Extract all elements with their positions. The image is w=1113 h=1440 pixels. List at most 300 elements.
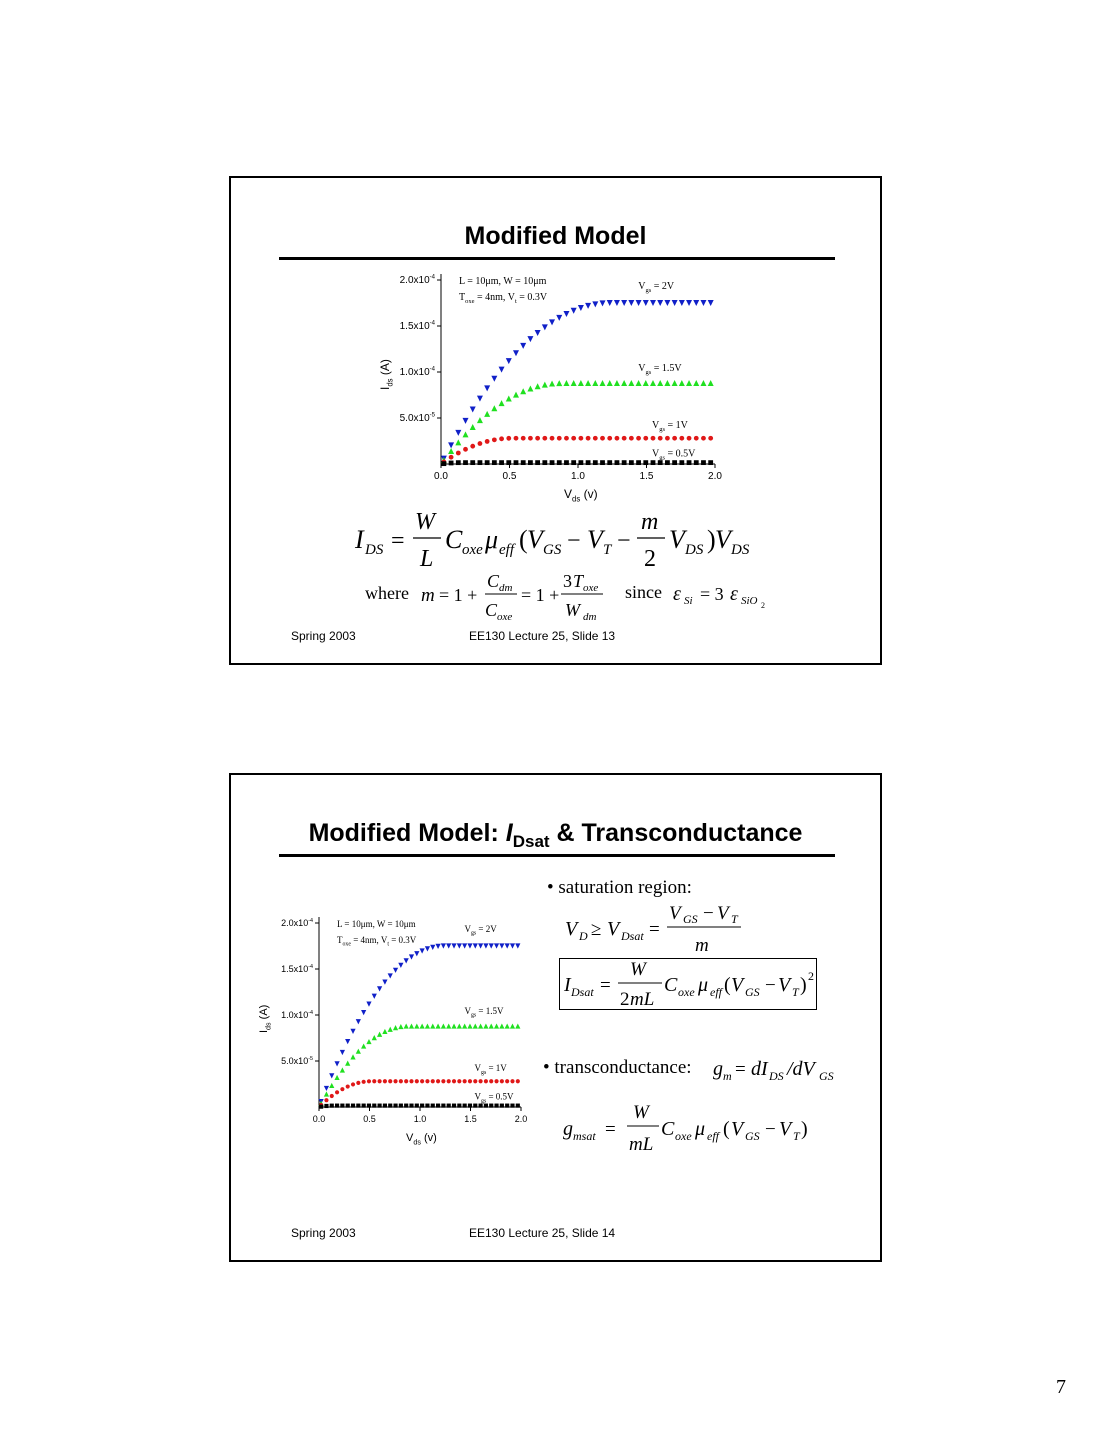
- data-point: [452, 1079, 456, 1083]
- data-point: [478, 943, 483, 948]
- data-point: [542, 460, 547, 465]
- data-point: [470, 424, 476, 430]
- x-tick-label: 1.5: [639, 471, 654, 482]
- data-point: [563, 311, 569, 317]
- data-point: [409, 1079, 413, 1083]
- data-point: [479, 1079, 483, 1083]
- data-point: [535, 436, 540, 441]
- data-point: [578, 305, 584, 311]
- data-point: [672, 380, 678, 386]
- svg-text:V: V: [731, 1118, 744, 1140]
- svg-text:GS: GS: [745, 1129, 760, 1143]
- data-point: [430, 945, 435, 950]
- data-point: [592, 301, 598, 307]
- svg-text:(: (: [519, 525, 528, 554]
- data-point: [435, 944, 440, 949]
- svg-text:μ: μ: [698, 974, 709, 996]
- data-point: [521, 436, 526, 441]
- data-point: [367, 1079, 371, 1083]
- svg-text:eff: eff: [710, 985, 722, 999]
- svg-text:DS: DS: [685, 542, 704, 558]
- data-point: [457, 1023, 462, 1028]
- data-point: [607, 380, 613, 386]
- title-underline: [279, 854, 835, 857]
- svg-text:3: 3: [563, 571, 572, 591]
- series-label: $V_{gs} = 1V$: [651, 420, 688, 434]
- ids-vds-chart: [249, 907, 559, 1167]
- x-tick-label: 1.0: [413, 1114, 427, 1124]
- data-point: [549, 381, 555, 387]
- svg-text:=: =: [605, 1119, 616, 1140]
- data-point: [708, 460, 713, 465]
- svg-text:T: T: [731, 912, 738, 926]
- data-point: [506, 396, 512, 402]
- data-point: [636, 436, 641, 441]
- y-tick-label: $5.0x10^{-5}$: [399, 412, 435, 424]
- data-point: [679, 380, 685, 386]
- m-equation: [417, 568, 607, 628]
- page-number: 7: [1056, 1376, 1066, 1398]
- data-point: [393, 968, 398, 973]
- svg-text:D: D: [579, 929, 588, 943]
- footer-slide-info: EE130 Lecture 25, Slide 14: [469, 1226, 616, 1240]
- data-point: [467, 943, 472, 948]
- svg-text:I: I: [355, 525, 364, 554]
- svg-text:T: T: [573, 571, 584, 591]
- data-point: [477, 396, 483, 402]
- data-point: [629, 436, 634, 441]
- data-point: [492, 460, 497, 465]
- svg-text:V: V: [669, 903, 681, 924]
- svg-text:oxe: oxe: [497, 611, 513, 623]
- data-point: [455, 439, 461, 445]
- data-point: [585, 303, 591, 309]
- series-label: $V_{gs} = 1.5V$: [638, 363, 682, 377]
- data-point: [516, 1079, 520, 1083]
- data-point: [636, 300, 642, 306]
- data-point: [431, 1079, 435, 1083]
- annotation: $T_{oxe} = 4nm$, $V_t = 0.3V$: [337, 935, 417, 948]
- data-point: [520, 388, 526, 394]
- data-point: [463, 1079, 467, 1083]
- svg-text:GS: GS: [683, 912, 698, 926]
- svg-text:V: V: [778, 974, 791, 996]
- data-point: [393, 1104, 397, 1108]
- data-point: [528, 460, 533, 465]
- data-point: [463, 460, 468, 465]
- svg-text:T: T: [793, 1129, 800, 1143]
- svg-text:GS: GS: [819, 1069, 834, 1083]
- data-point: [340, 1087, 344, 1091]
- data-point: [621, 380, 627, 386]
- data-point: [557, 460, 562, 465]
- data-point: [329, 1073, 334, 1078]
- data-point: [388, 973, 393, 978]
- data-point: [650, 380, 656, 386]
- svg-text:W: W: [633, 1102, 649, 1123]
- data-point: [366, 1039, 371, 1044]
- data-point: [687, 460, 692, 465]
- data-point: [356, 1019, 361, 1024]
- idsat-equation: [560, 959, 816, 1009]
- svg-text:oxe: oxe: [678, 985, 695, 999]
- data-point: [383, 1104, 387, 1108]
- data-point: [571, 460, 576, 465]
- data-point: [441, 461, 446, 466]
- data-point: [409, 954, 414, 959]
- data-point: [345, 1039, 350, 1044]
- data-point: [686, 300, 692, 306]
- data-point: [687, 436, 692, 441]
- series-label: $V_{gs} = 2V$: [638, 281, 675, 294]
- svg-text:V: V: [731, 974, 744, 996]
- y-tick-label: $1.0x10^{-4}$: [281, 1009, 313, 1020]
- svg-text:DS: DS: [731, 542, 750, 558]
- data-point: [499, 1023, 504, 1028]
- svg-text:T: T: [792, 985, 799, 999]
- data-point: [366, 1002, 371, 1007]
- svg-text:m: m: [641, 509, 659, 535]
- data-point: [463, 431, 469, 437]
- vdsat-equation: [561, 899, 751, 957]
- data-point: [527, 385, 533, 391]
- data-point: [600, 460, 605, 465]
- data-point: [441, 1079, 445, 1083]
- data-point: [415, 1079, 419, 1083]
- data-point: [542, 382, 548, 388]
- data-point: [701, 436, 706, 441]
- data-point: [415, 1104, 419, 1108]
- data-point: [643, 380, 649, 386]
- data-point: [383, 1079, 387, 1083]
- data-point: [330, 1104, 334, 1108]
- data-point: [600, 436, 605, 441]
- svg-text:): ): [707, 525, 716, 554]
- data-point: [657, 380, 663, 386]
- data-point: [515, 943, 520, 948]
- data-point: [542, 324, 548, 330]
- data-point: [340, 1050, 345, 1055]
- data-point: [506, 358, 512, 364]
- svg-text:V: V: [565, 918, 578, 940]
- epsilon-relation: [671, 574, 781, 614]
- data-point: [361, 1043, 366, 1048]
- svg-text:dm: dm: [499, 582, 513, 594]
- slide-13: [229, 176, 882, 665]
- data-point: [378, 1079, 382, 1083]
- data-point: [468, 1079, 472, 1083]
- svg-text:GS: GS: [745, 985, 760, 999]
- data-point: [431, 1104, 435, 1108]
- data-point: [414, 951, 419, 956]
- data-point: [510, 1079, 514, 1083]
- x-tick-label: 2.0: [708, 471, 722, 482]
- data-point: [470, 444, 475, 449]
- annotation: $T_{oxe} = 4nm$, $V_t = 0.3V$: [459, 292, 548, 305]
- data-point: [483, 943, 488, 948]
- svg-text:): ): [801, 1118, 808, 1140]
- footer-date: Spring 2003: [291, 629, 356, 643]
- bullet-saturation-region: • saturation region:: [547, 877, 692, 898]
- data-point: [382, 980, 387, 985]
- bullet-transconductance: • transconductance:: [543, 1057, 692, 1078]
- data-point: [489, 943, 494, 948]
- data-point: [319, 1105, 323, 1109]
- data-point: [388, 1079, 392, 1083]
- data-point: [600, 300, 606, 306]
- data-point: [516, 1104, 520, 1108]
- data-point: [378, 1104, 382, 1108]
- data-point: [489, 1104, 493, 1108]
- data-point: [535, 383, 541, 389]
- data-point: [499, 400, 505, 406]
- svg-text:V: V: [607, 918, 620, 940]
- data-point: [614, 300, 620, 306]
- data-point: [499, 436, 504, 441]
- y-tick-label: $5.0x10^{-5}$: [281, 1055, 313, 1066]
- data-point: [350, 1029, 355, 1034]
- data-point: [441, 1104, 445, 1108]
- svg-text:= 1 +: = 1 +: [439, 585, 478, 605]
- svg-text:g: g: [713, 1058, 723, 1080]
- data-point: [505, 1079, 509, 1083]
- data-point: [448, 448, 454, 454]
- data-point: [457, 943, 462, 948]
- svg-text:eff: eff: [499, 542, 514, 558]
- svg-text:V: V: [669, 525, 685, 554]
- data-point: [382, 1029, 387, 1034]
- data-point: [404, 1023, 409, 1028]
- data-point: [435, 1023, 440, 1028]
- svg-text:I: I: [564, 974, 571, 996]
- data-point: [425, 1104, 429, 1108]
- data-point: [404, 1079, 408, 1083]
- svg-text:2: 2: [620, 989, 630, 1010]
- data-point: [494, 1079, 498, 1083]
- data-point: [556, 315, 562, 321]
- svg-text:m: m: [723, 1069, 732, 1083]
- data-point: [563, 380, 569, 386]
- data-point: [324, 1098, 328, 1102]
- svg-text:SiO: SiO: [741, 595, 758, 607]
- data-point: [578, 460, 583, 465]
- data-point: [651, 436, 656, 441]
- data-point: [643, 300, 649, 306]
- series-label: $V_{gs} = 2V$: [464, 924, 497, 937]
- svg-text:g: g: [563, 1118, 573, 1140]
- svg-text:(: (: [723, 1118, 730, 1140]
- data-point: [510, 1104, 514, 1108]
- svg-text:ε: ε: [673, 583, 681, 605]
- data-point: [478, 441, 483, 446]
- data-point: [686, 380, 692, 386]
- data-point: [679, 460, 684, 465]
- data-point: [473, 1023, 478, 1028]
- data-point: [441, 1023, 446, 1028]
- x-tick-label: 0.5: [363, 1114, 376, 1124]
- svg-text:C: C: [487, 571, 500, 591]
- data-point: [425, 1023, 430, 1028]
- series-label: $V_{gs} = 1V$: [474, 1063, 507, 1076]
- svg-text:m: m: [695, 935, 709, 956]
- data-point: [494, 1104, 498, 1108]
- data-point: [494, 943, 499, 948]
- data-point: [340, 1104, 344, 1108]
- data-point: [372, 1035, 377, 1040]
- annotation: L = 10μm, W = 10μm: [337, 919, 416, 929]
- data-point: [499, 367, 505, 373]
- data-point: [621, 300, 627, 306]
- x-tick-label: 0.0: [312, 1114, 326, 1124]
- svg-text:dm: dm: [583, 611, 597, 623]
- data-point: [330, 1094, 334, 1098]
- data-point: [462, 943, 467, 948]
- svg-text:μ: μ: [485, 525, 499, 554]
- svg-text:C: C: [664, 974, 678, 996]
- svg-text:L: L: [420, 546, 434, 572]
- data-point: [345, 1061, 350, 1066]
- data-point: [672, 436, 677, 441]
- data-point: [614, 380, 620, 386]
- svg-text:W: W: [415, 509, 435, 535]
- data-point: [446, 1023, 451, 1028]
- data-point: [694, 436, 699, 441]
- data-point: [462, 1023, 467, 1028]
- y-tick-label: $1.0x10^{-4}$: [399, 366, 435, 378]
- data-point: [409, 1023, 414, 1028]
- data-point: [334, 1075, 339, 1080]
- data-point: [520, 343, 526, 349]
- data-point: [356, 1081, 360, 1085]
- data-point: [484, 385, 490, 391]
- data-point: [367, 1104, 371, 1108]
- data-point: [505, 1104, 509, 1108]
- data-point: [571, 308, 577, 314]
- data-point: [457, 1079, 461, 1083]
- y-axis-label: $I_{ds}$ (A): [378, 359, 395, 390]
- svg-text:μ: μ: [695, 1118, 706, 1140]
- footer-date: Spring 2003: [291, 1226, 356, 1240]
- data-point: [651, 460, 656, 465]
- svg-text:−: −: [765, 1119, 776, 1140]
- x-axis-label: $V_{ds}$ (v): [406, 1132, 437, 1147]
- data-point: [441, 943, 446, 948]
- data-point: [463, 418, 469, 424]
- data-point: [393, 1025, 398, 1030]
- slide-title: Modified Model: [464, 222, 647, 250]
- data-point: [457, 1104, 461, 1108]
- data-point: [377, 1032, 382, 1037]
- data-point: [494, 1023, 499, 1028]
- data-point: [478, 460, 483, 465]
- svg-text:mL: mL: [629, 1134, 654, 1155]
- svg-text:≥: ≥: [591, 919, 602, 940]
- svg-text:oxe: oxe: [583, 582, 599, 594]
- data-point: [499, 460, 504, 465]
- svg-text:V: V: [717, 903, 729, 924]
- data-point: [399, 1104, 403, 1108]
- data-point: [485, 439, 490, 444]
- data-point: [505, 1023, 510, 1028]
- data-point: [550, 460, 555, 465]
- svg-text:DS: DS: [365, 542, 384, 558]
- title-underline: [279, 257, 835, 260]
- data-point: [335, 1104, 339, 1108]
- svg-text:Dsat: Dsat: [621, 929, 644, 943]
- data-point: [549, 319, 555, 325]
- svg-text:2: 2: [761, 601, 765, 610]
- data-point: [527, 336, 533, 342]
- svg-text:V: V: [715, 525, 731, 554]
- svg-text:−: −: [617, 528, 631, 554]
- data-point: [657, 300, 663, 306]
- svg-text:oxe: oxe: [462, 542, 483, 558]
- data-point: [377, 986, 382, 991]
- svg-text:−: −: [765, 975, 776, 996]
- data-point: [425, 946, 430, 951]
- data-point: [622, 436, 627, 441]
- gm-definition: [709, 1051, 869, 1091]
- y-axis-label: $I_{ds}$ (A): [258, 1004, 273, 1033]
- data-point: [515, 1023, 520, 1028]
- data-point: [372, 1079, 376, 1083]
- svg-text:DS: DS: [769, 1069, 784, 1083]
- data-point: [447, 1079, 451, 1083]
- series-label: $V_{gs} = 0.5V$: [651, 448, 696, 462]
- data-point: [436, 1104, 440, 1108]
- svg-text:W: W: [565, 600, 580, 620]
- data-point: [600, 380, 606, 386]
- data-point: [514, 460, 519, 465]
- svg-text:V: V: [587, 525, 603, 554]
- data-point: [388, 1027, 393, 1032]
- svg-text:GS: GS: [543, 542, 562, 558]
- svg-text:V: V: [779, 1118, 792, 1140]
- data-point: [489, 1079, 493, 1083]
- data-point: [491, 376, 497, 382]
- data-point: [361, 1010, 366, 1015]
- data-point: [571, 380, 577, 386]
- data-point: [409, 1104, 413, 1108]
- data-point: [447, 1104, 451, 1108]
- series-label: $V_{gs} = 0.5V$: [474, 1091, 514, 1105]
- data-point: [473, 943, 478, 948]
- data-point: [586, 436, 591, 441]
- data-point: [643, 460, 648, 465]
- data-point: [399, 1079, 403, 1083]
- data-point: [629, 460, 634, 465]
- annotation: L = 10μm, W = 10μm: [459, 276, 547, 287]
- data-point: [505, 943, 510, 948]
- data-point: [388, 1104, 392, 1108]
- x-axis-label: $V_{ds}$ (v): [564, 487, 598, 504]
- data-point: [393, 1079, 397, 1083]
- svg-text:ε: ε: [730, 583, 738, 605]
- data-point: [350, 1054, 355, 1059]
- x-tick-label: 1.0: [571, 471, 585, 482]
- svg-text:Si: Si: [684, 595, 693, 607]
- data-point: [489, 1023, 494, 1028]
- data-point: [636, 380, 642, 386]
- data-point: [607, 460, 612, 465]
- data-point: [513, 350, 519, 356]
- data-point: [679, 436, 684, 441]
- data-point: [506, 436, 511, 441]
- data-point: [470, 460, 475, 465]
- data-point: [448, 442, 454, 448]
- svg-text:): ): [800, 974, 807, 996]
- x-tick-label: 0.5: [502, 471, 517, 482]
